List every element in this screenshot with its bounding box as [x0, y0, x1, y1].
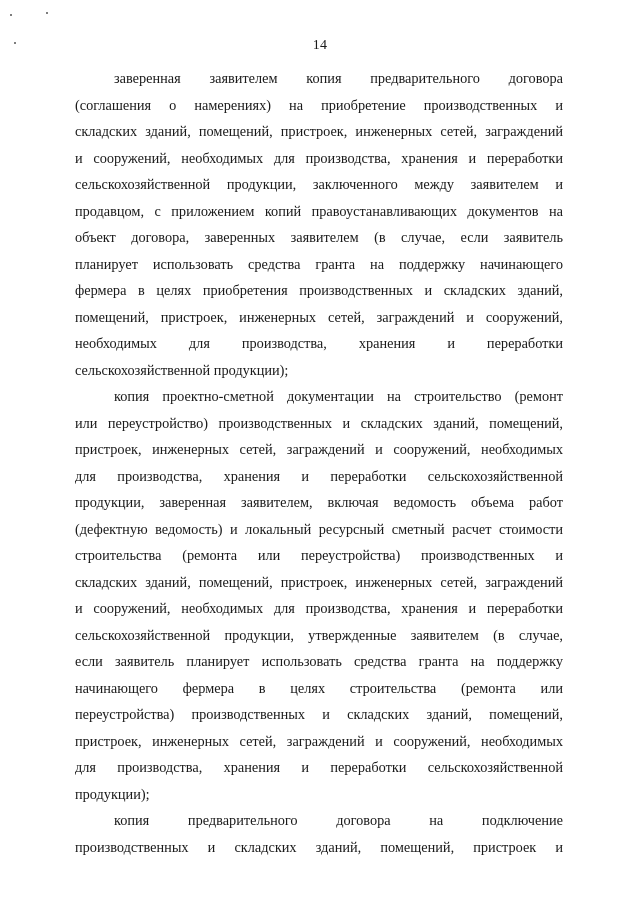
text-line: пристроек, инженерных сетей, заграждений и сооружений, необходимых: [75, 442, 563, 458]
text-line: продавцом, с приложением копий правоустанавливающих документов на: [75, 203, 563, 220]
text-line: и сооружений, необходимых для производства, хранения и переработки: [75, 601, 563, 617]
scan-artifact-dot: [10, 14, 12, 16]
text-line: или переустройство) производственных и складских зданий, помещений,: [75, 415, 563, 432]
text-line: сельскохозяйственной продукции, заключенного между заявителем и: [75, 177, 563, 193]
text-line: строительства (ремонта или переустройства) производственных и: [75, 548, 563, 564]
text-line: для производства, хранения и переработки сельскохозяйственной: [75, 760, 563, 776]
scan-artifact-dot: [46, 12, 48, 14]
paragraph-connection-agreement-copy: [75, 808, 563, 861]
text-line: складских зданий, помещений, пристроек, инженерных сетей, заграждений: [75, 574, 563, 591]
paragraph-preliminary-agreement-copy: [75, 66, 563, 384]
paragraph-design-estimate-documentation: [75, 384, 563, 808]
text-line: складских зданий, помещений, пристроек, инженерных сетей, заграждений: [75, 124, 563, 140]
text-line: продукции);: [75, 786, 150, 803]
document-body: [75, 66, 563, 861]
text-line: продукции, заверенная заявителем, включая ведомость объема работ: [75, 495, 563, 511]
text-line: сельскохозяйственной продукции);: [75, 362, 289, 379]
text-line: сельскохозяйственной продукции, утвержденные заявителем (в случае,: [75, 627, 563, 644]
text-line: фермера в целях приобретения производственных и складских зданий,: [75, 283, 563, 299]
text-line: (соглашения о намерениях) на приобретение производственных и: [75, 97, 563, 114]
text-line: пристроек, инженерных сетей, заграждений и сооружений, необходимых: [75, 733, 563, 750]
text-line: копия предварительного договора на подключение: [114, 813, 563, 829]
text-line: и сооружений, необходимых для производства, хранения и переработки: [75, 150, 563, 167]
text-line: помещений, пристроек, инженерных сетей, заграждений и сооружений,: [75, 309, 563, 326]
text-line: (дефектную ведомость) и локальный ресурсный сметный расчет стоимости: [75, 521, 563, 538]
text-line: заверенная заявителем копия предварительного договора: [114, 71, 563, 87]
text-line: для производства, хранения и переработки сельскохозяйственной: [75, 468, 563, 485]
text-line: начинающего фермера в целях строительства (ремонта или: [75, 680, 563, 697]
text-line: планирует использовать средства гранта на поддержку начинающего: [75, 256, 563, 273]
text-line: производственных и складских зданий, помещений, пристроек и: [75, 839, 563, 856]
text-line: копия проектно-сметной документации на строительство (ремонт: [114, 389, 563, 405]
text-line: переустройства) производственных и складских зданий, помещений,: [75, 707, 563, 723]
text-line: объект договора, заверенных заявителем (в случае, если заявитель: [75, 230, 563, 246]
page-number: 14: [312, 38, 328, 53]
text-line: необходимых для производства, хранения и переработки: [75, 336, 563, 352]
text-line: если заявитель планирует использовать средства гранта на поддержку: [75, 654, 563, 670]
